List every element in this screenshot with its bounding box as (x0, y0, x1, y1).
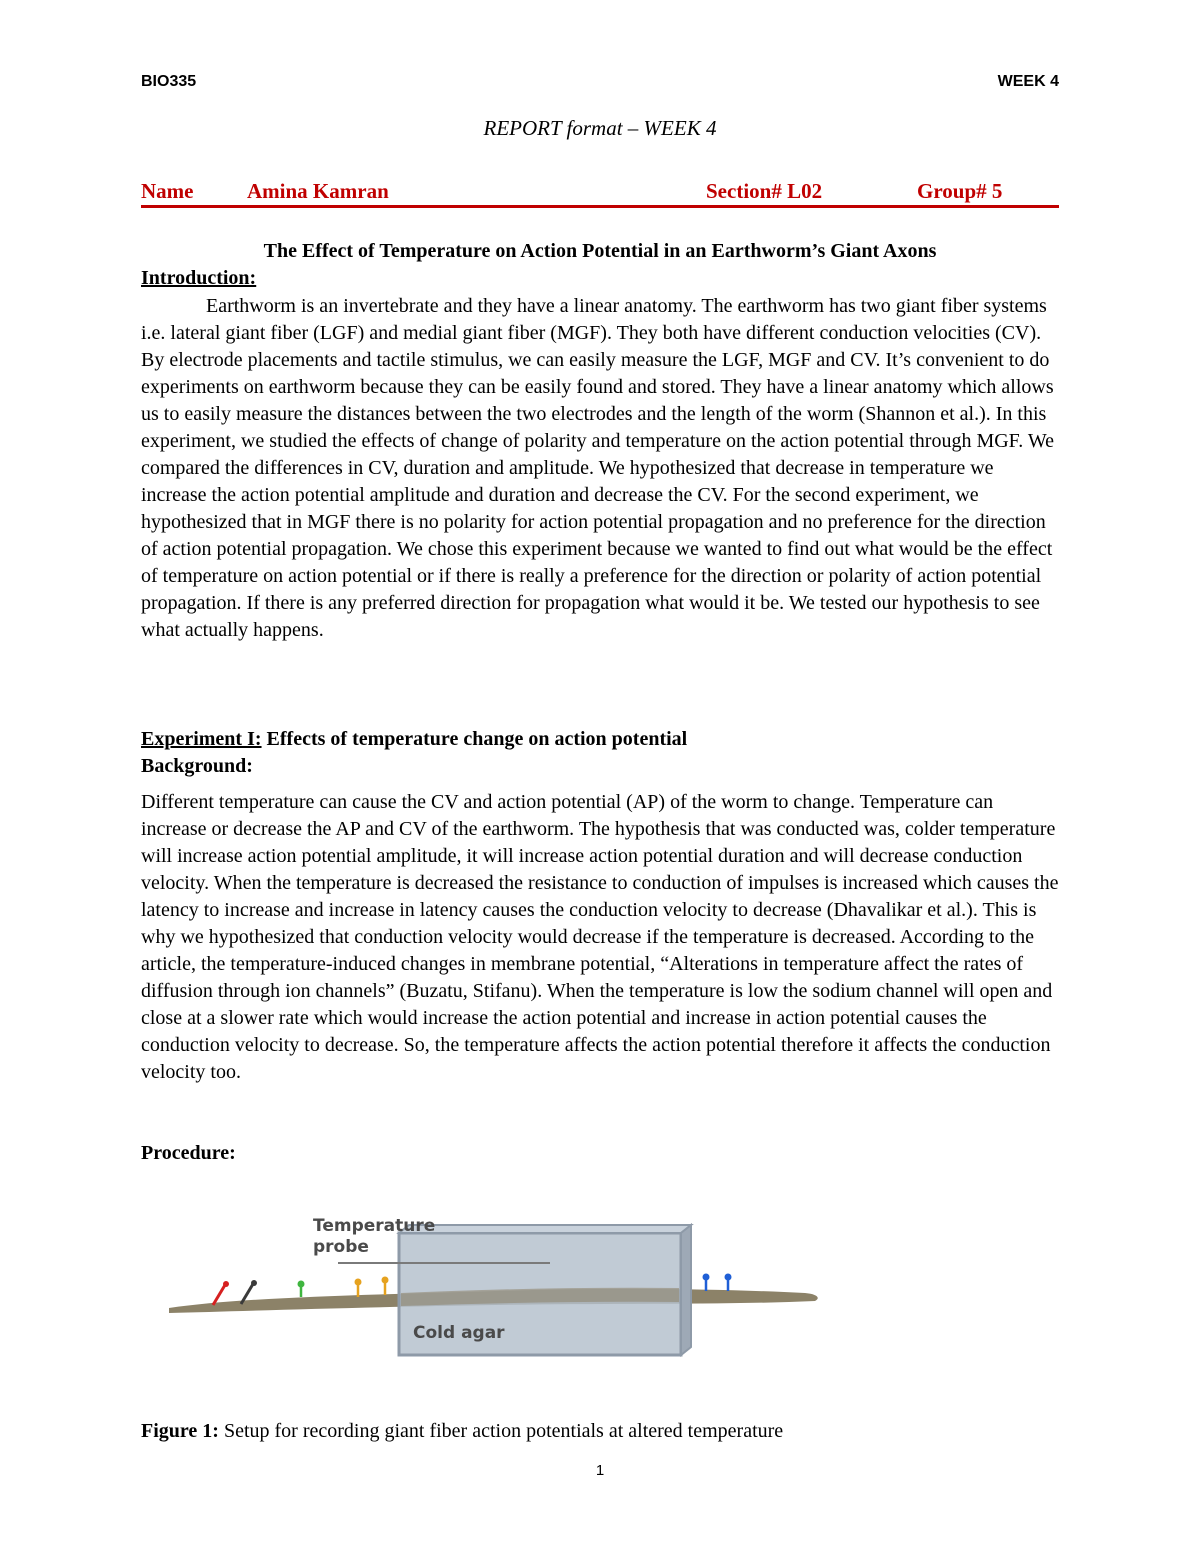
background-body: Different temperature can cause the CV and action potential (AP) of the worm to change. Temperature can increase or decrease the AP and CV of the earthworm. The hypothesis that was conducted was, colder temperature will increase action potential amplitude, it will increase action potential duration and will decrease conduction velocity. When the temperature is decreased the resistance to conduction of impulses is increased which causes the latency to increase and increase in latency causes the conduction velocity to decrease (Dhavalikar et al.). This is why we hypothesized that conduction velocity would decrease if the temperature is decreased. According to the article, the temperature-induced changes in membrane potential, “Alterations in temperature affect the rates of diffusion through ion channels” (Buzatu, Stifanu). When the temperature is low the sodium channel will open and close at a slower rate which would increase the action potential and increase in action potential causes the conduction velocity to decrease. So, the temperature affects the action potential therefore it affects the conduction velocity too. (141, 791, 1059, 1083)
name-label: Name (141, 179, 194, 203)
introduction-heading: Introduction: (141, 267, 257, 289)
procedure-heading: Procedure: (141, 1142, 236, 1164)
experiment1-title: Effects of temperature change on action potential (261, 728, 688, 750)
probe-label-2: probe (313, 1237, 369, 1257)
recording-electrodes-near (355, 1277, 389, 1298)
caption-text: Setup for recording giant fiber action potentials at altered temperature (218, 1420, 784, 1442)
student-info-line (141, 179, 1059, 208)
caption-label: Figure 1: (141, 1420, 219, 1442)
section-number: Section# L02 (706, 179, 823, 203)
header-week: WEEK 4 (997, 73, 1059, 90)
cold-agar-label: Cold agar (413, 1323, 505, 1343)
header-course: BIO335 (141, 73, 197, 90)
figure-caption (141, 1420, 783, 1443)
probe-label: Temperature (313, 1216, 436, 1236)
background-heading: Background: (141, 755, 253, 777)
experiment1-heading (141, 726, 1059, 753)
report-title: The Effect of Temperature on Action Potential in an Earthworm’s Giant Axons (263, 240, 937, 262)
setup-figure (165, 1205, 825, 1365)
experiment1-label: Experiment I: (141, 728, 262, 750)
name-value: Amina Kamran (247, 179, 389, 203)
introduction-body: Earthworm is an invertebrate and they have a linear anatomy. The earthworm has two giant fiber systems i.e. lateral giant fiber (LGF) and medial giant fiber (MGF). They both have different conduction velocities (CV). By electrode placements and tactile stimulus, we can easily measure the LGF, MGF and CV. It’s convenient to do experiments on earthworm because they can be easily found and stored. They have a linear anatomy which allows us to easily measure the distances between the two electrodes and the length of the worm (Shannon et al.). In this experiment, we studied the effects of change of polarity and temperature on the action potential through MGF. We compared the differences in CV, duration and amplitude. We hypothesized that decrease in temperature we increase the action potential amplitude and duration and decrease the CV. For the second experiment, we hypothesized that in MGF there is no polarity for action potential propagation and no preference for the direction of action potential propagation. We chose this experiment because we wanted to find out what would be the effect of temperature on action potential or if there is really a preference for the direction or polarity of action potential propagation. If there is any preferred direction for propagation what would it be. We tested our hypothesis to see what actually happens. (141, 295, 1054, 641)
report-format-title: REPORT format – WEEK 4 (483, 116, 717, 140)
page-number: 1 (595, 1462, 605, 1479)
recording-electrodes-far (703, 1274, 732, 1292)
ground-electrode (298, 1281, 305, 1298)
group-number: Group# 5 (917, 179, 1003, 203)
